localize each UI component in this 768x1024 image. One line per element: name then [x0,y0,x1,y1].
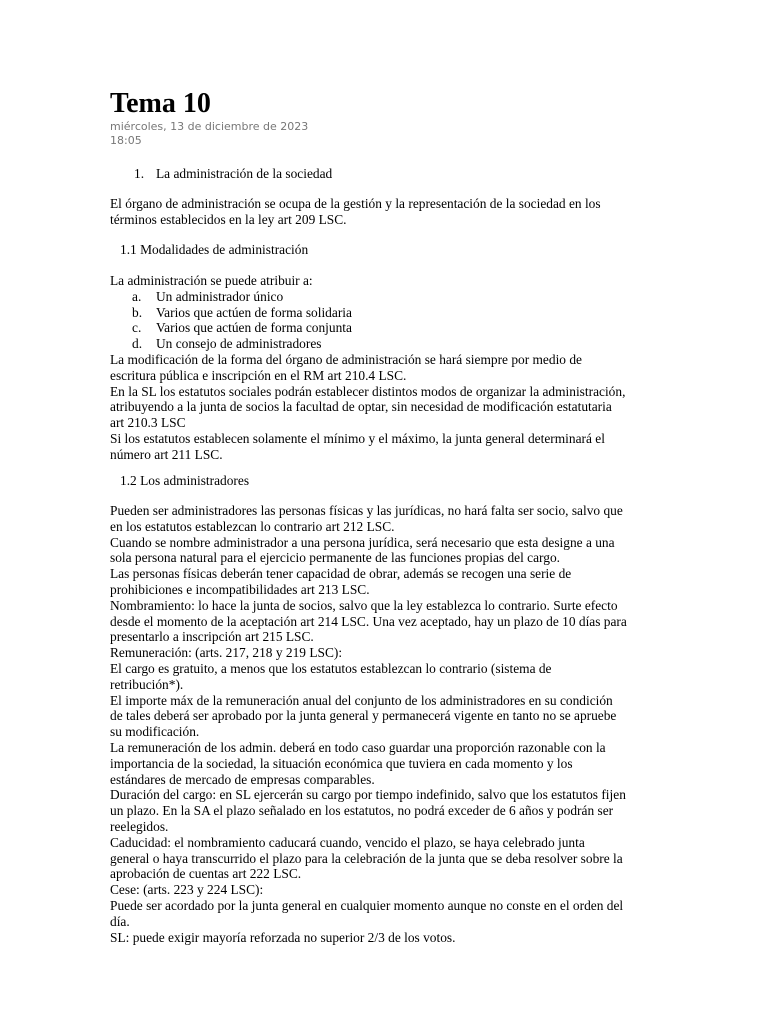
text-line: Remuneración: (arts. 217, 218 y 219 LSC): [110,645,343,661]
section-1-1-body [110,273,670,463]
text-line: día. [110,913,130,929]
text-line: Nombramiento: lo hace la junta de socios, salvo que la ley establezca lo contrario. Surte efecto [110,597,618,613]
text-line: Puede ser acordado por la junta general en cualquier momento aunque no conste en el orden del [110,897,624,913]
list-marker: a. [132,288,142,304]
text-line: escritura pública e inscripción en el RM art 210.4 LSC. [110,367,407,383]
text-line: un plazo. En la SA el plazo señalado en los estatutos, no podrá exceder de 6 años y podrán ser [110,803,614,819]
text-line: Si los estatutos establecen solamente el mínimo y el máximo, la junta general determinará el [110,430,605,446]
list-item [110,305,670,321]
text-line: número art 211 LSC. [110,446,223,462]
page-title: Tema 10 [110,88,211,119]
text-line: Cuando se nombre administrador a una persona jurídica, será necesario que esta designe a una [110,534,615,550]
text-line: aprobación de cuentas art 222 LSC. [110,866,302,882]
list-item-text: Un consejo de administradores [156,336,322,352]
section-1-intro [110,196,670,228]
text-line: La modificación de la forma del órgano de administración se hará siempre por medio de [110,351,582,367]
text-line: reelegidos. [110,818,169,834]
section-1-number: 1. [134,166,145,181]
text-line: El órgano de administración se ocupa de la gestión y la representación de la sociedad en los [110,196,601,211]
text-line: Las personas físicas deberán tener capacidad de obrar, además se recogen una serie de [110,566,572,582]
list-marker: d. [132,336,143,352]
text-line: retribución*). [110,676,184,692]
list-item-text: Varios que actúen de forma solidaria [156,304,352,320]
text-line: desde el momento de la aceptación art 214 LSC. Una vez aceptado, hay un plazo de 10 días para [110,613,627,629]
text-line: SL: puede exigir mayoría reforzada no superior 2/3 de los votos. [110,929,456,945]
text-line: general o haya transcurrido el plazo para la celebración de la junta que se deba resolver sobre la [110,850,623,866]
text-line: art 210.3 LSC [110,415,186,431]
text-line: sola persona natural para el ejercicio permanente de las funciones propias del cargo. [110,550,561,566]
list-item [110,320,670,336]
section-1-title: La administración de la sociedad [156,166,333,181]
list-lead: La administración se puede atribuir a: [110,273,313,288]
text-line: atribuyendo a la junta de socios la facultad de optar, sin necesidad de modificación estatutaria [110,399,612,415]
text-line: El cargo es gratuito, a menos que los estatutos establezcan lo contrario (sistema de [110,660,552,676]
text-line: Cese: (arts. 223 y 224 LSC): [110,882,264,898]
text-line: términos establecidos en la ley art 209 LSC. [110,211,347,227]
section-1-heading [134,166,332,182]
section-1-2-heading: 1.2 Los administradores [120,473,250,488]
text-line: de tales deberá ser aprobado por la junta general y permanecerá vigente en tanto no se apruebe [110,708,617,724]
text-line: estándares de mercado de empresas comparables. [110,771,375,787]
note-date: miércoles, 13 de diciembre de 2023 [110,120,309,133]
text-line: en los estatutos establezcan lo contrario art 212 LSC. [110,518,395,534]
text-line: presentarlo a inscripción art 215 LSC. [110,629,314,645]
list-item [110,289,670,305]
note-time: 18:05 [110,134,142,147]
text-line: Duración del cargo: en SL ejercerán su cargo por tiempo indefinido, salvo que los estatutos fijen [110,787,626,803]
section-1-2-body [110,503,670,945]
text-line: importancia de la sociedad, la situación económica que tuviera en cada momento y los [110,755,573,771]
list-item-text: Un administrador único [156,288,284,304]
modalities-list [110,289,670,352]
text-line: Caducidad: el nombramiento caducará cuando, vencido el plazo, se haya celebrado junta [110,834,585,850]
text-line: su modificación. [110,724,200,740]
text-line: El importe máx de la remuneración anual del conjunto de los administradores en su condición [110,692,613,708]
section-1-1-heading: 1.1 Modalidades de administración [120,242,309,257]
note-header [110,88,670,148]
text-line: En la SL los estatutos sociales podrán establecer distintos modos de organizar la administración, [110,383,626,399]
list-marker: b. [132,304,143,320]
text-line: prohibiciones e incompatibilidades art 213 LSC. [110,581,370,597]
list-item [110,336,670,352]
list-marker: c. [132,320,142,336]
text-line: La remuneración de los admin. deberá en todo caso guardar una proporción razonable con la [110,739,606,755]
list-item-text: Varios que actúen de forma conjunta [156,320,352,336]
text-line: Pueden ser administradores las personas físicas y las jurídicas, no hará falta ser socio, salvo que [110,503,623,518]
